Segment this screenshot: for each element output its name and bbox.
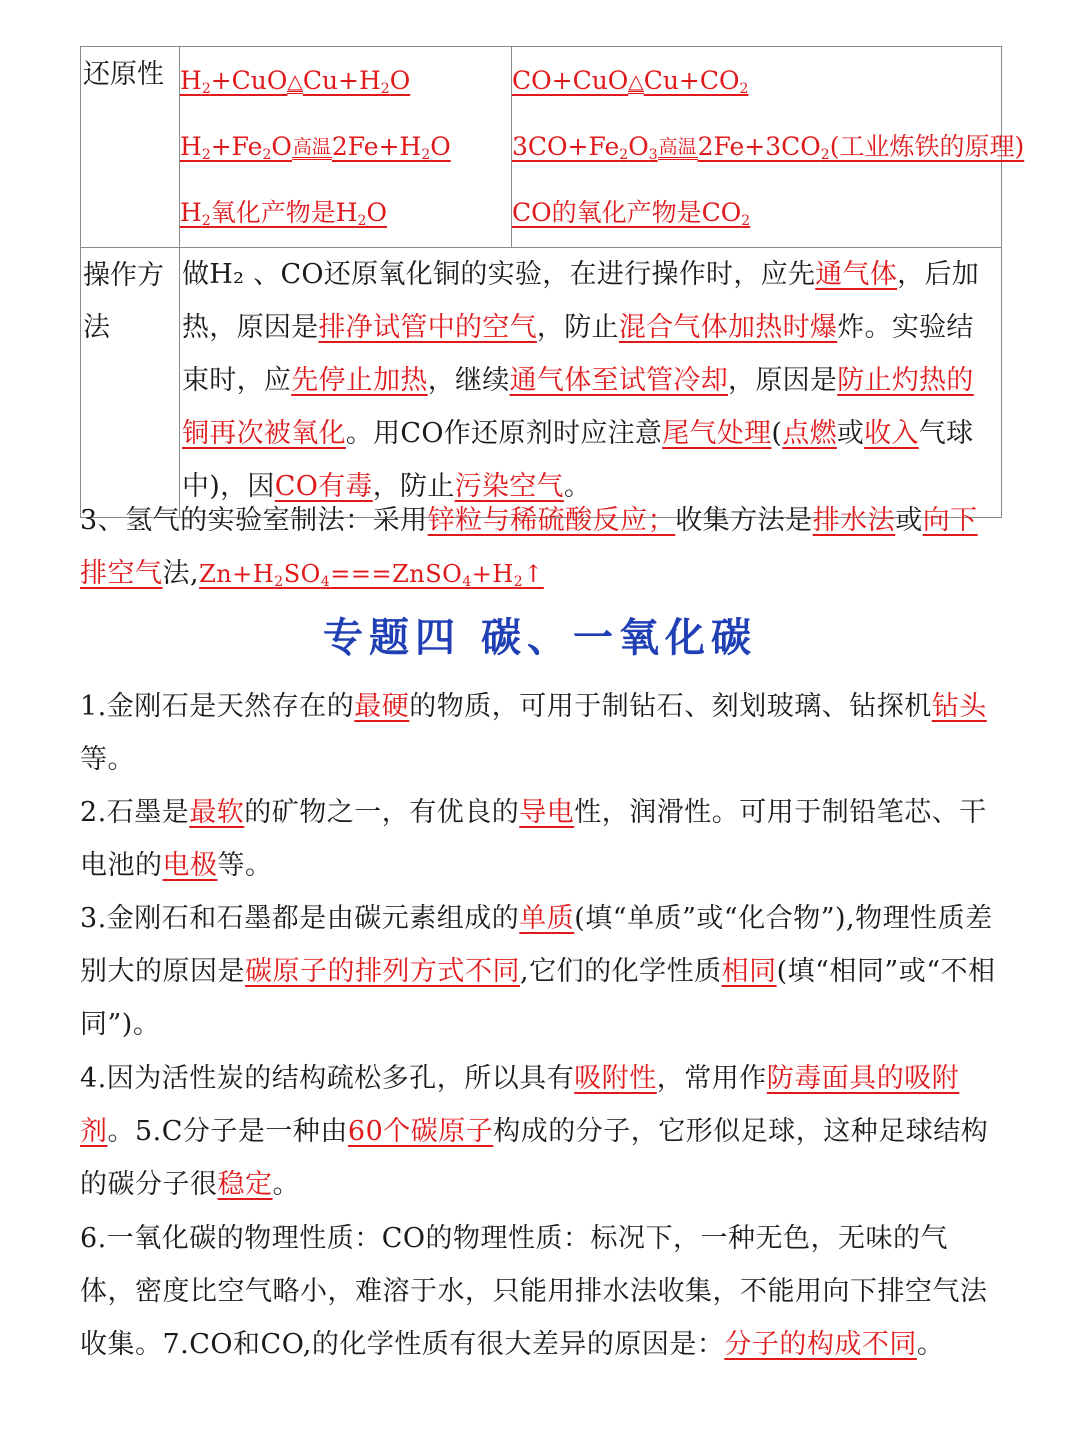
co-oxidation-product: CO的氧化产物是$CO_2$ [512,198,751,229]
text: 气球中)，因 [182,418,974,502]
text: (填“单质”或“化合物”),物理性质差别大的原因是 [80,903,993,987]
text: 6.一氧化碳的物理性质：CO的物理性质：标况下，一种无色，无味的气体，密度比空气略小，难溶于水，只能用排水法收集，不能用向下排空气法收集。7.CO和CO,的化学性质有很大差异的原因是： [80,1223,988,1360]
answer: 防毒面具的吸附剂 [80,1063,960,1147]
answer: 防止灼热的铜再次被氧化 [182,365,974,449]
text: ，继续 [427,365,510,396]
text: 4.因为活性炭的结构疏松多孔，所以具有 [80,1063,575,1094]
answer: 通气体 [815,259,898,290]
table-row [81,248,1002,518]
text: 构成的分子，它形似足球，这种足球结构的碳分子很 [80,1116,989,1200]
co-cell [512,47,1025,248]
text: 的矿物之一，有优良的 [244,797,520,828]
text: 3、氢气的实验室制法：采用 [80,505,428,536]
answer: 最软 [189,797,245,828]
answer: 通气体至试管冷却 [509,365,729,396]
answer: 稳定 [217,1169,273,1200]
text: ，防止 [372,471,455,502]
answer: 碳原子的排列方式不同 [245,956,520,987]
text: 。 [563,471,592,502]
table-row [81,47,1002,248]
answer: 先停止加热 [291,365,428,396]
label-text: 操作方 [83,260,164,291]
text: 的物质，可用于制钻石、刻划玻璃、钻探机 [409,691,932,722]
text: 。 [916,1329,945,1360]
text: (填“相同”或“不相同”)。 [80,956,996,1040]
operation-text [180,248,1002,518]
text: 1.金刚石是天然存在的 [80,691,355,722]
answer: 60个碳原子 [347,1116,494,1147]
item-4-5-activated-carbon [80,1052,1002,1211]
h2-reaction-cuo: $H_2+CuO\triangle Cu+H_2O$ [180,66,411,97]
co-reaction-fe2o3: $3CO+Fe_2O_3$高温$2Fe+3CO_2$(工业炼铁的原理) [512,132,1025,163]
text: ，常用作 [656,1063,767,1094]
text: ，防止 [536,312,619,343]
row-label-operation [81,248,180,518]
answer: 相同 [721,956,777,987]
text: 等。 [80,744,135,775]
label-text: 还原性 [83,59,164,90]
text: 等。 [217,850,273,881]
text: 收集方法是 [675,505,813,536]
text: 做H₂ 、CO还原氧化铜的实验，在进行操作时，应先 [182,259,816,290]
answer: 尾气处理 [662,418,772,449]
text: 炸。实验结束时，应 [182,312,974,396]
item-3-allotropes [80,892,1002,1051]
text: ，后加热，原因是 [182,259,980,343]
properties-table [80,46,1025,518]
text: 或 [895,505,923,536]
answer: 吸附性 [574,1063,657,1094]
answer: 单质 [519,903,575,934]
text: 。用CO作还原剂时应注意 [345,418,663,449]
text: 法, [162,558,200,589]
answer: 最硬 [354,691,410,722]
text: ,它们的化学性质 [520,956,722,987]
item-1-diamond [80,680,1002,786]
text: ( [771,418,783,449]
answer: 向下排空气 [80,505,978,589]
h2-reaction-fe2o: $H_2+Fe_2O$高温$2Fe+H_2O$ [180,132,451,163]
text: 2.石墨是 [80,797,190,828]
h2-cell [180,47,512,248]
text: ，原因是 [728,365,838,396]
equation: $Zn+H_2SO_4===ZnSO_4+H_2↑$ [199,560,544,590]
answer: 污染空气 [454,471,564,502]
text: 。 [272,1169,300,1200]
h2-oxidation-product: $H_2$氧化产物是$H_2O$ [180,198,387,229]
answer: 钻头 [931,691,987,722]
item-6-7-carbon-monoxide [80,1212,1002,1371]
answer: 导电 [519,797,575,828]
text: 性，润滑性。可用于制铅笔芯、干电池的 [80,797,987,881]
answer: 排净试管中的空气 [318,312,537,343]
answer: 排水法 [812,505,896,536]
text: 。5.C分子是一种由 [107,1116,348,1147]
row-label-reducibility [81,47,180,248]
text: 或 [836,418,865,449]
answer: 收入 [864,418,919,449]
answer: 锌粒与稀硫酸反应； [427,505,676,536]
answer: 分子的构成不同 [724,1329,917,1360]
section-title: 专题四 碳、一氧化碳 [323,614,757,661]
answer: 混合气体加热时爆 [618,312,838,343]
answer: 点燃 [782,418,837,449]
answer: CO有毒 [274,471,373,502]
co-reaction-cuo: $CO+CuO\triangle Cu+CO_2$ [512,66,749,97]
item-2-graphite [80,786,1002,892]
hydrogen-lab-preparation [80,494,1002,609]
text: 3.金刚石和石墨都是由碳元素组成的 [80,903,520,934]
label-text: 法 [83,312,110,343]
answer: 电极 [162,850,218,881]
